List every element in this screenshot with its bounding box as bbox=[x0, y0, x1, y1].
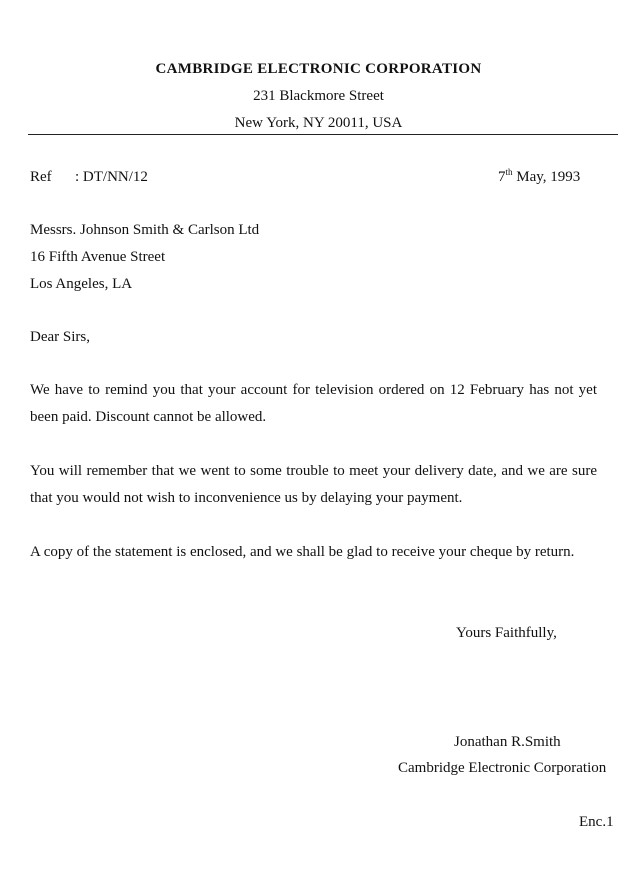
body-paragraph-2-line-1: You will remember that we went to some trouble to meet your delivery date, and we are sure bbox=[30, 463, 597, 479]
letterhead-company-name: CAMBRIDGE ELECTRONIC CORPORATION bbox=[155, 61, 482, 77]
salutation: Dear Sirs, bbox=[30, 329, 90, 345]
body-paragraph-2 bbox=[30, 458, 597, 512]
recipient-name: Messrs. Johnson Smith & Carlson Ltd bbox=[30, 222, 260, 238]
letterhead-street: 231 Blackmore Street bbox=[253, 88, 384, 104]
letter-date bbox=[498, 168, 580, 186]
letterhead-divider bbox=[28, 134, 618, 135]
enclosure-note: Enc.1 bbox=[579, 814, 614, 830]
date-suffix: th bbox=[505, 167, 513, 177]
date-month-year: May, 1993 bbox=[512, 169, 581, 185]
body-paragraph-3: A copy of the statement is enclosed, and we shall be glad to receive your cheque by return. bbox=[30, 544, 575, 560]
reference-label: Ref bbox=[30, 169, 52, 185]
closing: Yours Faithfully, bbox=[456, 625, 557, 641]
recipient-city: Los Angeles, LA bbox=[30, 276, 133, 292]
recipient-street: 16 Fifth Avenue Street bbox=[30, 249, 166, 265]
letterhead-city: New York, NY 20011, USA bbox=[234, 115, 403, 131]
reference-value: : DT/NN/12 bbox=[75, 169, 148, 185]
body-paragraph-1 bbox=[30, 377, 597, 431]
body-paragraph-1-line-2: been paid. Discount cannot be allowed. bbox=[30, 409, 267, 425]
body-paragraph-1-line-1: We have to remind you that your account for television ordered on 12 February has not yet bbox=[30, 382, 597, 398]
signatory-name: Jonathan R.Smith bbox=[454, 734, 561, 750]
date-day: 7 bbox=[498, 169, 506, 185]
signatory-company: Cambridge Electronic Corporation bbox=[398, 760, 607, 776]
body-paragraph-2-line-2: that you would not wish to inconvenience us by delaying your payment. bbox=[30, 490, 463, 506]
